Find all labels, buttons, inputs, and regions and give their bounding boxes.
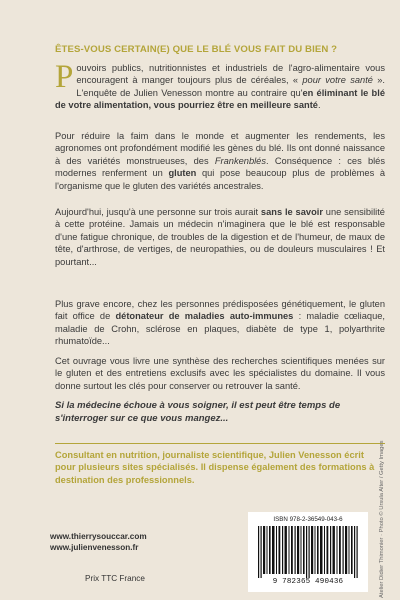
author-bio: Consultant en nutrition, journaliste scientifique, Julien Venesson écrit pour plusieurs sites spécialisés. Il dispense également des formations à destination des professionnels. bbox=[55, 450, 375, 485]
url-publisher: www.thierrysouccar.com bbox=[50, 532, 147, 541]
barcode-digits: 9 782365 490436 bbox=[272, 578, 344, 586]
paragraph-sensitivity: Aujourd'hui, jusqu'à une personne sur trois aurait sans le savoir une sensibilité à cette protéine. Jamais un médecin n'imaginera que le blé est responsable d'une fatigue chronique, de troubles de la digestion et de l'humeur, de maux de tête, d'arthrose, de vertiges, de neuropathies, ou de douleurs musculaires ! Et pourtant... bbox=[55, 207, 385, 267]
paragraph-intro: Pouvoirs publics, nutritionnistes et industriels de l'agro-alimentaire vous encouragent à manger toujours plus de céréales, « pour votre santé ». L'enquête de Julien Venesson montre au contraire qu'en éliminant le blé de votre alimentation, vous pourriez être en meilleure santé. bbox=[55, 59, 386, 111]
photo-credit: Atelier Didier Thimonier · Photo © Ursula Alter / Getty Images bbox=[379, 440, 385, 598]
url-author: www.julienvenesson.fr bbox=[50, 543, 139, 552]
headline: ÊTES-VOUS CERTAIN(E) QUE LE BLÉ VOUS FAIT DU BIEN ? bbox=[55, 44, 338, 55]
price-label: Prix TTC France bbox=[85, 574, 145, 583]
barcode-icon bbox=[256, 526, 360, 578]
divider-line bbox=[55, 443, 385, 444]
paragraph-autoimmune: Plus grave encore, chez les personnes prédisposées génétiquement, le gluten fait office de détonateur de maladies auto-immunes : maladie cœliaque, maladie de Crohn, sclérose en plaques, diabète de type 1, polyarthrite rhumatoïde... bbox=[55, 299, 385, 347]
isbn-text: ISBN 978-2-36549-043-6 bbox=[273, 516, 343, 523]
publisher-urls bbox=[50, 531, 147, 553]
paragraph-genetics: Pour réduire la faim dans le monde et augmenter les rendements, les agronomes ont profondément modifié les gènes du blé. Ils ont donné naissance à des variétés monstrueuses, des Frankenblés. Conséquence : ces blés modernes renferment un gluten qui pose beaucoup plus de problèmes à l'organisme que le gluten des variétés ancestrales. bbox=[55, 131, 386, 191]
closing-statement: Si la médecine échoue à vous soigner, il est peut être temps de s'interroger sur ce que vous mangez... bbox=[55, 400, 341, 424]
barcode-panel bbox=[248, 512, 368, 592]
drop-cap: P bbox=[55, 59, 74, 95]
paragraph-synthesis: Cet ouvrage vous livre une synthèse des recherches scientifiques menées sur le gluten et des entretiens exclusifs avec les spécialistes du domaine. Il vous donne surtout les clés pour conserver ou retrouver la santé. bbox=[55, 356, 385, 391]
